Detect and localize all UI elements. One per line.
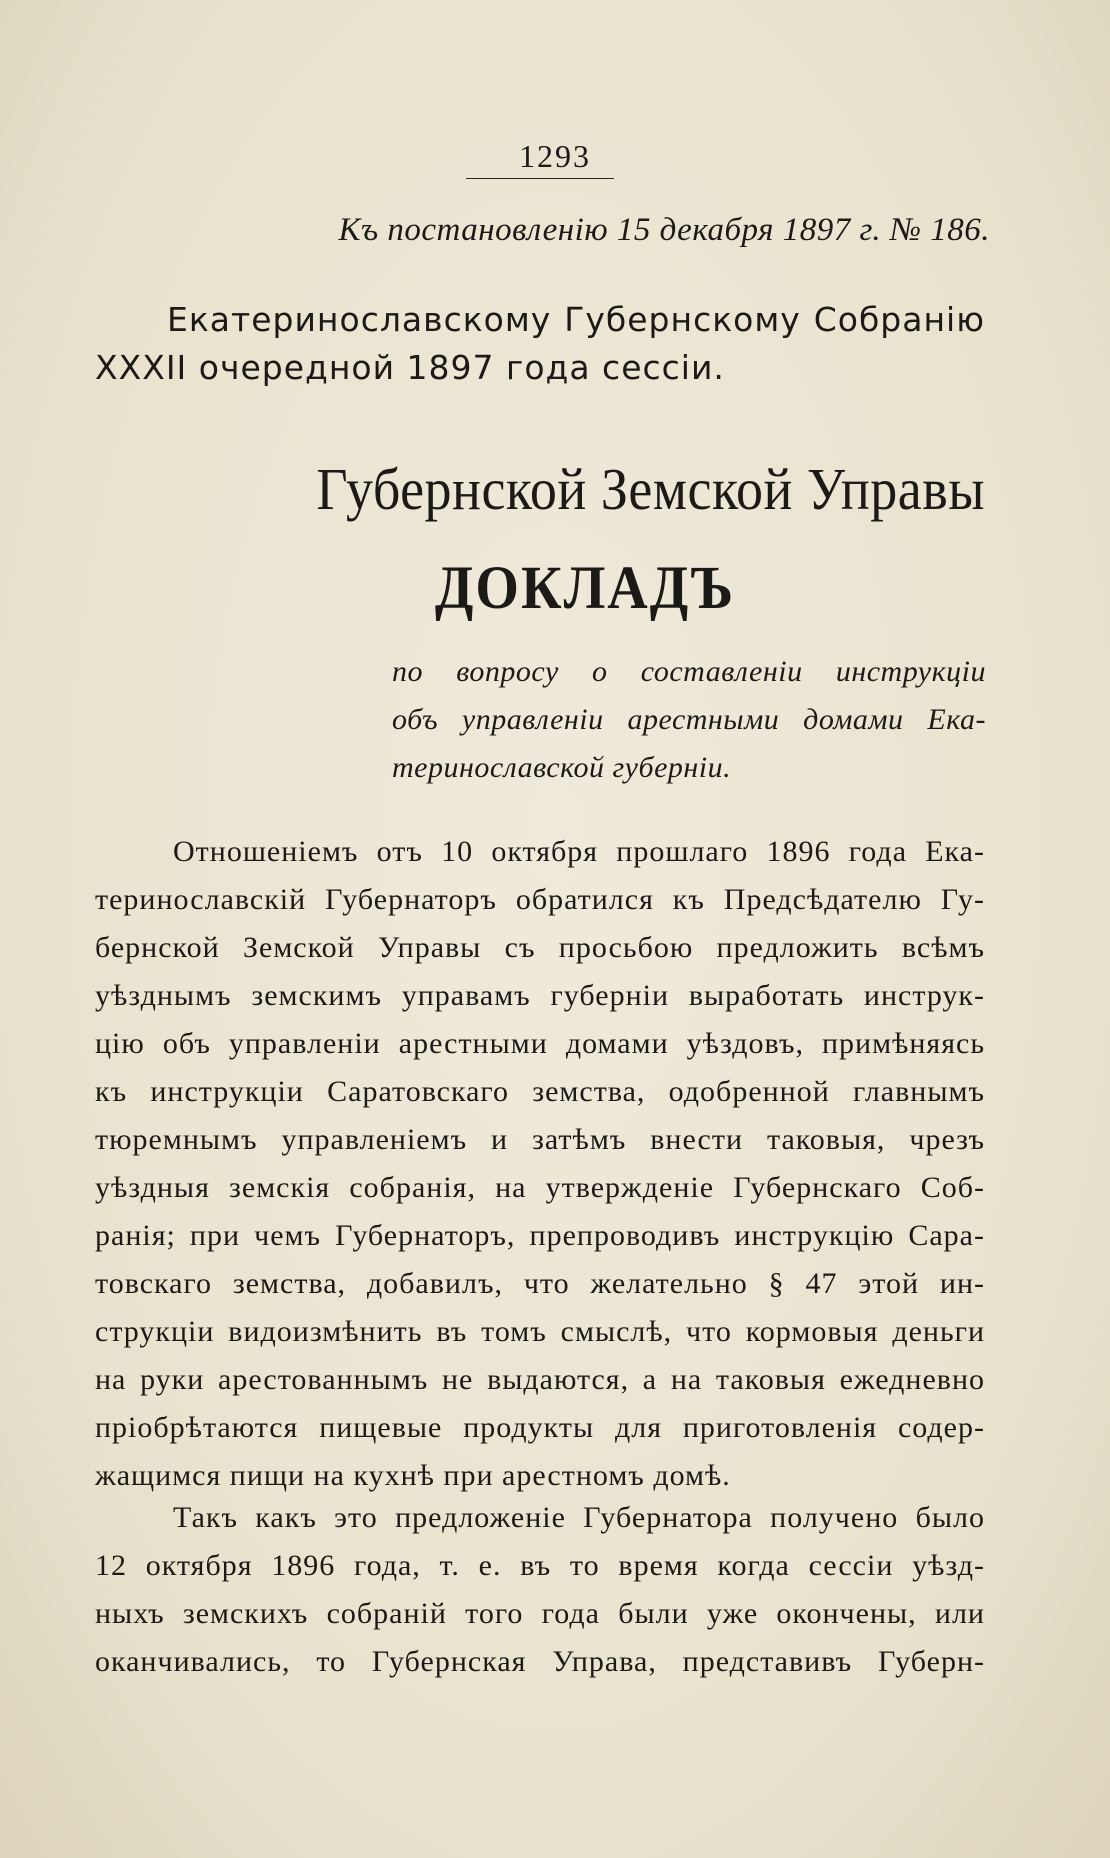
subject-line: объ управленіи арестными домами Ека-: [392, 703, 986, 736]
paragraph-1-line: бернской Земской Управы съ просьбою предложить всѣмъ: [95, 931, 985, 964]
page-number-rule: [466, 178, 614, 179]
paragraph-2-line: оканчивались, то Губернская Управа, представивъ Губерн-: [95, 1645, 985, 1678]
paragraph-2-line: ныхъ земскихъ собраній того года были уже окончены, или: [95, 1597, 985, 1630]
paragraph-1-line: къ инструкціи Саратовскаго земства, одобренной главнымъ: [95, 1075, 985, 1108]
paragraph-2-line: 12 октября 1896 года, т. е. въ то время когда сессіи уѣзд-: [95, 1549, 985, 1582]
paragraph-1-line: тюремнымъ управленіемъ и затѣмъ внести таковыя, чрезъ: [95, 1123, 985, 1156]
subject-line: теринославской губерніи.: [392, 751, 732, 784]
paragraph-1-line: цію объ управленіи арестными домами уѣздовъ, примѣняясь: [95, 1027, 985, 1060]
heading: Губернской Земской Управы: [316, 456, 985, 523]
addressee-line-2: XXXII очередной 1897 года сессіи.: [95, 348, 725, 387]
paragraph-1-line: теринославскій Губернаторъ обратился къ Предсѣдателю Гу-: [95, 883, 985, 916]
paragraph-1-line: на руки арестованнымъ не выдаются, а на таковыя ежедневно: [95, 1363, 985, 1396]
addressee-line-1: Екатеринославскому Губернскому Собранію: [167, 300, 985, 339]
paragraph-1-line: струкціи видоизмѣнить въ томъ смыслѣ, что кормовыя деньги: [95, 1315, 985, 1348]
reference-line: Къ постановленію 15 декабря 1897 г. № 186.: [338, 212, 990, 248]
paragraph-1-line: пріобрѣтаются пищевые продукты для приготовленія содер-: [95, 1411, 985, 1444]
paragraph-1-line: товскаго земства, добавилъ, что желательно § 47 этой ин-: [95, 1267, 985, 1300]
subject-line: по вопросу о составленіи инструкціи: [392, 655, 986, 688]
paragraph-1-line: Отношеніемъ отъ 10 октября прошлаго 1896 года Ека-: [173, 835, 985, 868]
paragraph-1-line: ранія; при чемъ Губернаторъ, препроводивъ инструкцію Сара-: [95, 1219, 985, 1252]
paragraph-1-line: жащимся пищи на кухнѣ при арестномъ домѣ.: [95, 1459, 731, 1492]
paragraph-2-line: Такъ какъ это предложеніе Губернатора получено было: [173, 1501, 985, 1534]
page-number: 1293: [519, 138, 591, 174]
report-title: ДОКЛАДЪ: [434, 554, 736, 623]
paragraph-1-line: уѣздныя земскія собранія, на утвержденіе Губернскаго Соб-: [95, 1171, 985, 1204]
paragraph-1-line: уѣзднымъ земскимъ управамъ губерніи выработать инструк-: [95, 979, 985, 1012]
